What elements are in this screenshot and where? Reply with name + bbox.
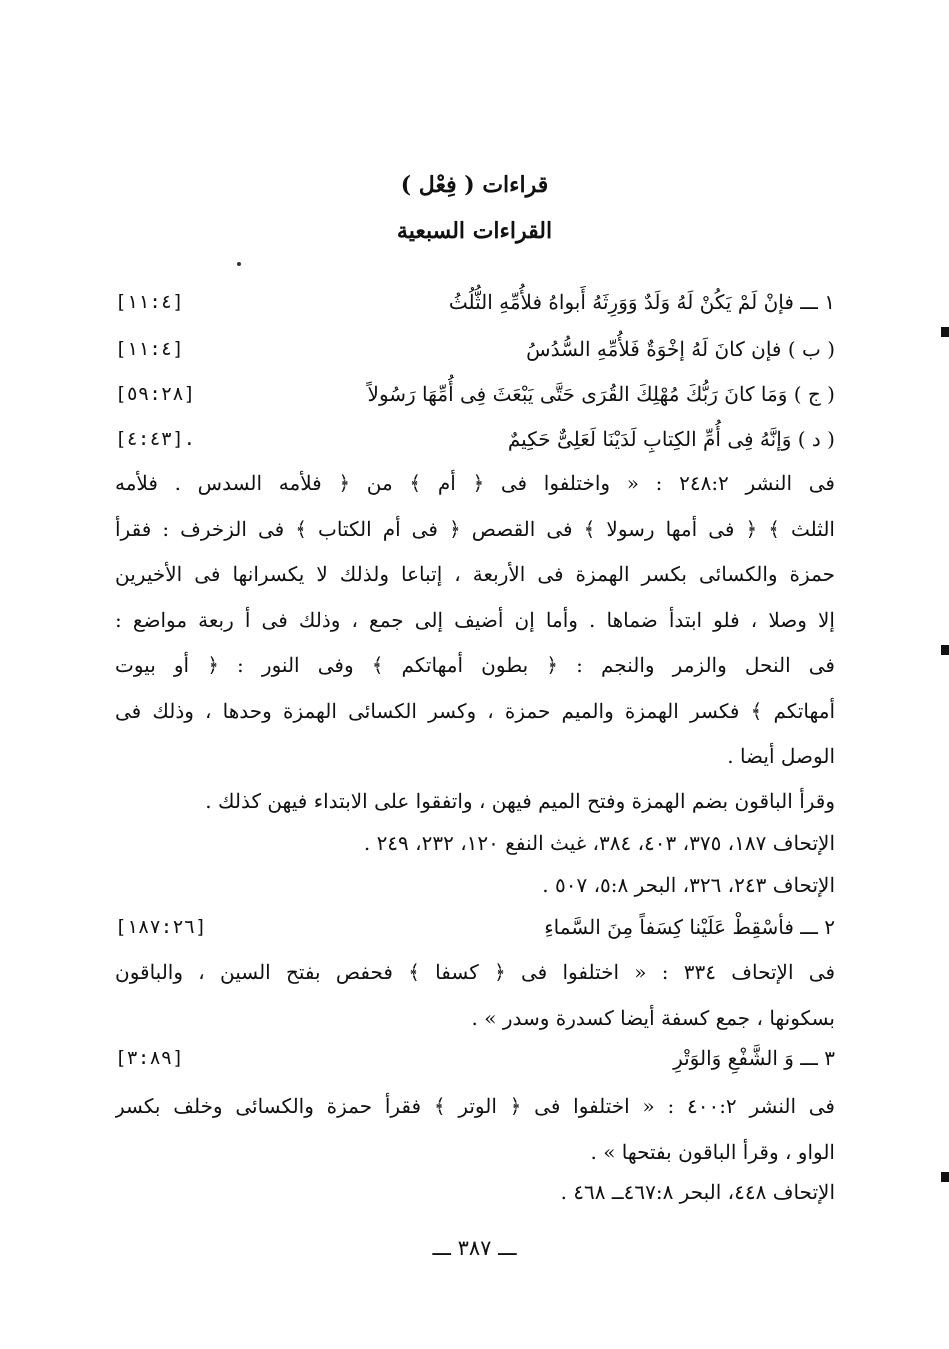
verse-text: ( ج ) وَمَا كانَ رَبُّكَ مُهْلِكَ القُرَى حَتَّى يَبْعَثَ فِى أُمِّهَا رَسُولاً [367, 382, 835, 406]
citation-line: الإتحاف ٤٤٨، البحر ٤٦٧:٨ــ ٤٦٨ . [560, 1180, 835, 1204]
page-subtitle: القراءات السبعية [396, 218, 553, 244]
paragraph-line: إلا وصلا ، فلو ابتدأ ضماها . وأما إن أضيف إلى جمع ، وذلك فى أ ربعة مواضع : [115, 607, 835, 632]
page-title: قراءات ( فِعْل ) [400, 172, 549, 198]
verse-text: ١ ـــ فإنْ لَمْ يَكُنْ لَهُ وَلَدٌ وَوَرِثَهُ أَبواهُ فلأُمِّهِ الثُّلُثُ [448, 290, 835, 314]
verse-text: ٢ ـــ فأسْقِطْ عَلَيْنا كِسَفاً مِنَ السَّماءِ [544, 915, 835, 939]
paragraph-line: فى الإتحاف ٣٣٤ : « اختلفوا فى ﴿ كسفا ﴾ فحفص بفتح السين ، والباقون [115, 960, 835, 984]
commentary-paragraph-1 [115, 461, 835, 780]
paragraph-line: وقرأ الباقون بضم الهمزة وفتح الميم فيهن ، واتفقوا على الابتداء فيهن كذلك . [205, 789, 835, 813]
verse-line-4 [115, 419, 835, 459]
verse-reference: [١١:٤] [115, 338, 184, 360]
citation-line: الإتحاف ١٨٧، ٣٧٥، ٤٠٣، ٣٨٤، غيث النفع ١٢٠، ٢٣٢، ٢٤٩ . [363, 831, 835, 855]
scan-edge-mark [941, 1172, 949, 1182]
verse-line-1 [115, 282, 835, 322]
verse-reference: [٤:٤٣]. [115, 428, 196, 450]
source-citation-3 [115, 1170, 835, 1216]
paragraph-line: الواو ، وقرأ الباقون بفتحها » . [590, 1139, 835, 1164]
verse-reference: [١٨٧:٢٦] [115, 916, 207, 938]
commentary-paragraph-2 [115, 779, 835, 825]
verse-reference: [٣:٨٩] [115, 1047, 184, 1069]
verse-line-3 [115, 374, 835, 414]
verse-text: ( د ) وَإنَّهُ فِى أُمِّ الكِتابِ لَدَيْنَا لَعَلِىٌّ حَكِيمٌ [507, 427, 835, 451]
source-citation-2 [115, 863, 835, 909]
scan-edge-mark [941, 327, 949, 337]
commentary-paragraph-3 [115, 950, 835, 1041]
scan-edge-mark [941, 645, 949, 655]
source-citation-1 [115, 821, 835, 867]
verse-line-2 [115, 329, 835, 369]
verse-reference: [١١:٤] [115, 291, 184, 313]
paragraph-line: الوصل أيضا . [727, 744, 835, 768]
citation-line: الإتحاف ٢٤٣، ٣٢٦، البحر ٥:٨، ٥٠٧ . [542, 873, 835, 897]
commentary-paragraph-4 [115, 1084, 835, 1175]
verse-line-5 [115, 907, 835, 947]
paragraph-line: أمهاتكم ﴾ فكسر الهمزة والميم حمزة ، وكسر الكسائى الهمزة وحدها ، وذلك فى [115, 698, 835, 723]
verse-text: ٣ ـــ وَ الشَّفْعِ وَالوَتْرِ [673, 1046, 835, 1070]
paragraph-line: فى النحل والزمر والنجم : ﴿ بطون أمهاتكم ﴾ وفى النور : ﴿ أو بيوت [115, 653, 835, 677]
paragraph-line: بسكونها ، جمع كسفة أيضا كسدرة وسدر » . [471, 1005, 835, 1030]
verse-line-6 [115, 1038, 835, 1078]
paragraph-line: فى النشر ٢٤٨:٢ : « واختلفوا فى ﴿ أم ﴾ من ﴿ فلأمه السدس . فلأمه [115, 471, 835, 495]
paragraph-line: فى النشر ٤٠٠:٢ : « اختلفوا فى ﴿ الوتر ﴾ فقرأ حمزة والكسائى وخلف بكسر [115, 1094, 835, 1118]
paragraph-line: حمزة والكسائى بكسر الهمزة فى الأربعة ، إتباعا ولذلك لا يكسرانها فى الأخيرين [115, 562, 835, 586]
verse-text: ( ب ) فإن كانَ لَهُ إخْوَةٌ فَلأُمِّهِ السُّدُسُ [526, 337, 835, 361]
page-number: ـــ ٣٨٧ ـــ [432, 1236, 517, 1260]
print-speck [237, 262, 241, 266]
verse-reference: [٥٩:٢٨] [115, 383, 196, 405]
paragraph-line: الثلث ﴾ ﴿ فى أمها رسولا ﴾ فى القصص ﴿ فى أم الكتاب ﴾ فى الزخرف : فقرأ [115, 516, 835, 541]
